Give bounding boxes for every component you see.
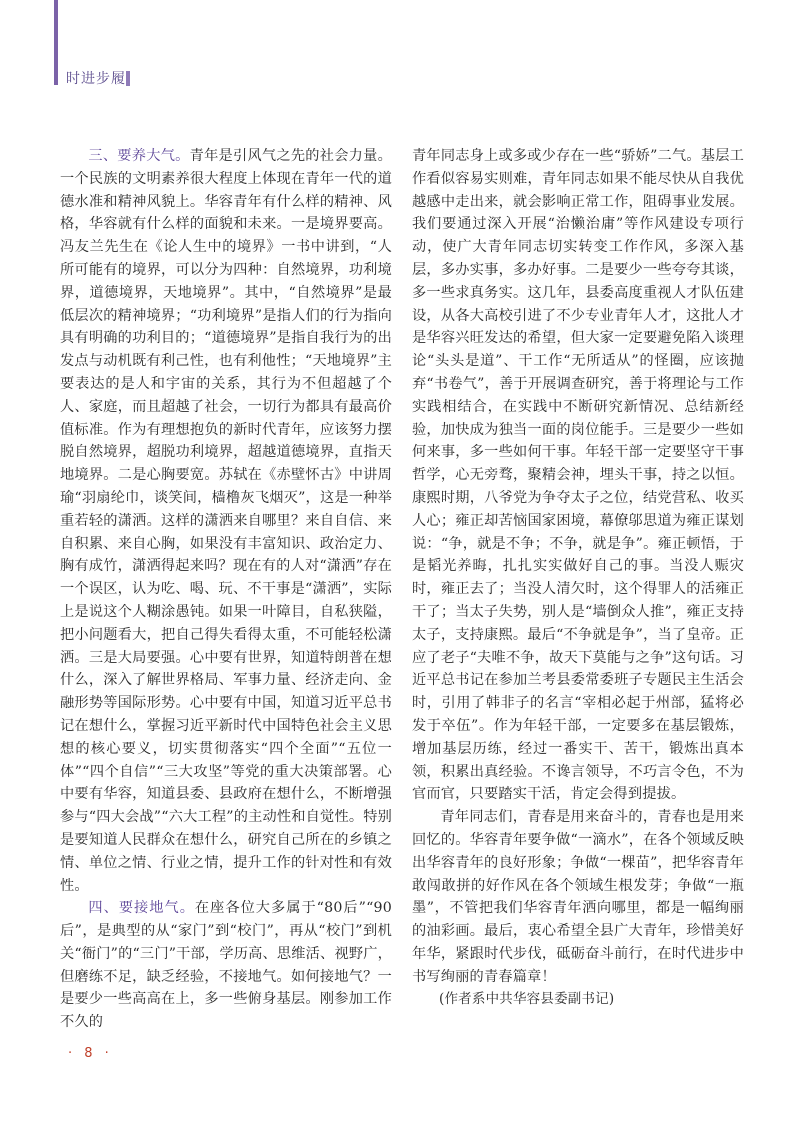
section-label: 时进步履 — [66, 71, 126, 87]
paragraph-four — [60, 897, 392, 1034]
header-accent-bar — [54, 0, 58, 85]
section-label-marker — [126, 71, 130, 86]
paragraph-text: 在座各位大多属于“80后”“90后”，是典型的从“家门”到“校门”，再从“校门”到机关“衙门”的“三门”干部，学历高、思维活、视野广，但磨练不足，缺乏经验，不接地气。如何接地气？一是要少一些高高在上，多一些俯身基层。刚参加工作不久的 — [60, 900, 392, 1031]
left-column — [60, 145, 392, 1034]
paragraph-four-continued: 青年同志身上或多或少存在一些“骄娇”二气。基层工作看似容易实则难，青年同志如果不能尽快从自我优越感中走出来，就会影响正常工作，阻碍事业发展。我们要通过深入开展“治懒治庸”等作风建设专项行动，使广大青年同志切实转变工作作风，多深入基层，多办实事，多办好事。二是要少一些夸夸其谈，多一些求真务实。这几年，县委高度重视人才队伍建设，从各大高校引进了不少专业青年人才，这批人才是华容兴旺发达的希望，但大家一定要避免陷入谈理论“头头是道”、干工作“无所适从”的怪圈，应该抛弃“书卷气”，善于开展调查研究，善于将理论与工作实践相结合，在实践中不断研究新情况、总结新经验，加快成为独当一面的岗位能手。三是要少一些如何来事，多一些如何干事。年轻干部一定要坚守干事哲学，心无旁骛，聚精会神，埋头干事，持之以恒。康熙时期，八爷党为争夺太子之位，结党营私、收买人心；雍正却苦恼国家困境，幕僚邬思道为雍正谋划说：“争，就是不争；不争，就是争”。雍正顿悟，于是韬光养晦，扎扎实实做好自己的事。当没人赈灾时，雍正去了；当没人清欠时，这个得罪人的活雍正干了；当太子失势，别人是“墙倒众人推”，雍正支持太子，支持康熙。最后“不争就是争”，当了皇帝。正应了老子“夫唯不争，故天下莫能与之争”这句话。习近平总书记在参加兰考县委常委班子专题民主生活会时，引用了韩非子的名言“宰相必起于州部，猛将必发于卒伍”。作为年轻干部，一定要多在基层锻炼，增加基层历练，经过一番实干、苦干，锻炼出真本领，积累出真经验。不谗言领导，不巧言令色，不为官而官，只要踏实干活，肯定会得到提拔。 — [412, 148, 744, 803]
paragraph-three — [60, 145, 392, 897]
right-column — [412, 145, 744, 1011]
paragraph-closing: 青年同志们，青春是用来奋斗的，青春也是用来回忆的。华容青年要争做“一滴水”，在各个领域反映出华容青年的良好形象；争做“一棵苗”，把华容青年敢闯敢拼的好作风在各个领域生根发芽；争做“一瓶墨”，不管把我们华容青年洒向哪里，都是一幅绚丽的油彩画。最后，衷心希望全县广大青年，珍惜美好年华，紧跟时代步伐，砥砺奋斗前行，在时代进步中书写绚丽的青春篇章！ — [412, 809, 744, 985]
section-heading-four: 四、要接地气。 — [88, 900, 195, 917]
author-signature: (作者系中共华容县委副书记) — [439, 991, 615, 1008]
section-heading-three: 三、要养大气。 — [88, 148, 190, 164]
page-number: · 8 · — [68, 1046, 113, 1061]
paragraph-text: 青年是引风气之先的社会力量。一个民族的文明素养很大程度上体现在青年一代的道德水准和精神风貌上。华容青年有什么样的精神、风格，华容就有什么样的面貌和未来。一是境界要高。冯友兰先生在《论人生中的境界》一书中讲到，“人所可能有的境界，可以分为四种：自然境界，功利境界，道德境界，天地境界”。其中，“自然境界”是最低层次的精神境界；“功利境界”是指人们的行为指向具有明确的功利目的；“道德境界”是指自我行为的出发点与动机既有利己性，也有利他性；“天地境界”主要表达的是人和宇宙的关系，其行为不但超越了个人、家庭，而且超越了社会，一切行为都具有最高价值标准。作为有理想抱负的新时代青年，应该努力摆脱自然境界，超脱功利境界，超越道德境界，直指天地境界。二是心胸要宽。苏轼在《赤壁怀古》中讲周瑜“羽扇纶巾，谈笑间，樯橹灰飞烟灭”，这是一种举重若轻的潇洒。这样的潇洒来自哪里？来自自信、来自积累、来自心胸，如果没有丰富知识、政治定力、胸有成竹，潇洒得起来吗？现在有的人对“潇洒”存在一个误区，认为吃、喝、玩、不干事是“潇洒”，实际上是说这个人糊涂愚钝。如果一叶障目，自私狭隘，把小问题看大，把自己得失看得太重，不可能轻松潇洒。三是大局要强。心中要有世界，知道特朗普在想什么，深入了解世界格局、军事力量、经济走向、金融形势等国际形势。心中要有中国，知道习近平总书记在想什么，掌握习近平新时代中国特色社会主义思想的核心要义，切实贯彻落实“四个全面”“五位一体”“四个自信”“三大攻坚”等党的重大决策部署。心中要有华容，知道县委、县政府在想什么，不断增强参与“四大会战”“六大工程”的主动性和自觉性。特别是要知道人民群众在想什么，研究自己所在的乡镇之情、单位之情、行业之情，提升工作的针对性和有效性。 — [60, 148, 392, 894]
